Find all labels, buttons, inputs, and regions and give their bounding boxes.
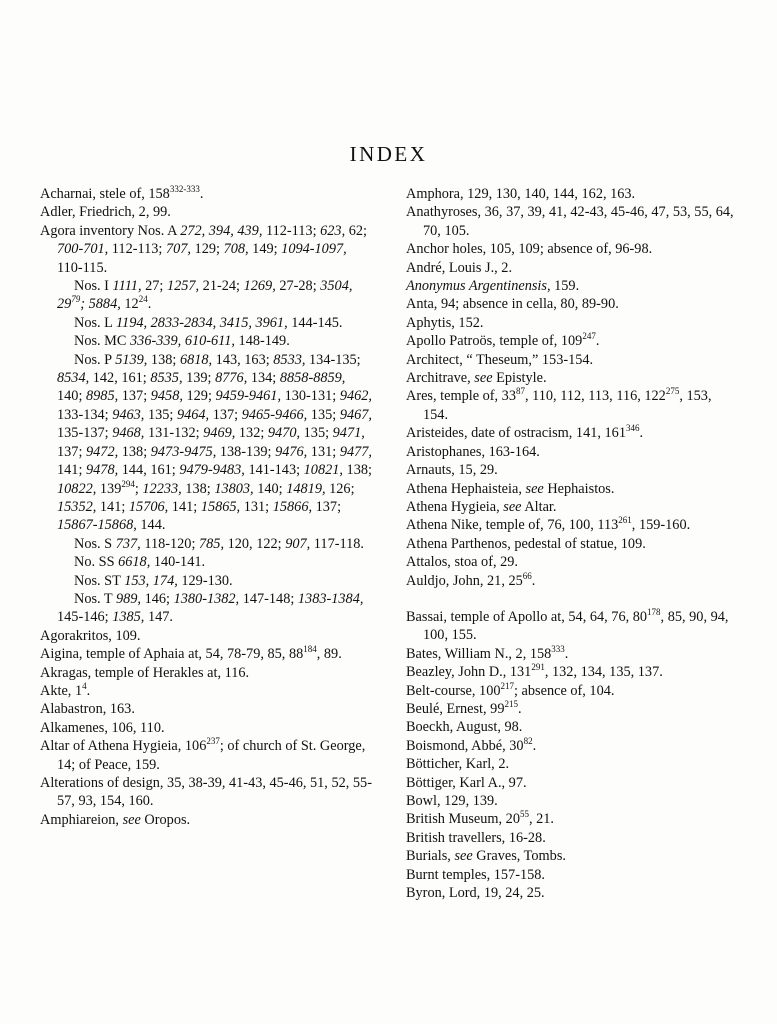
index-entry: Arnauts, 15, 29. [406, 462, 498, 479]
index-entry: Athena Hephaisteia, see Hephaistos. [406, 480, 615, 497]
index-entry: Anchor holes, 105, 109; absence of, 96-98. [406, 241, 653, 258]
index-entry: Boeckh, August, 98. [406, 719, 523, 736]
index-entry: Acharnai, stele of, 158$^{332-333}$. [40, 184, 204, 202]
index-entry: Architect, “ Theseum,” 153-154. [406, 351, 594, 368]
index-entry: Ares, temple of, $33^{87}$, 110, 112, 113, 116, $122^{275}$, 153, 154. [406, 386, 712, 423]
index-entry: Nos. T 989, 146; 1380-1382, 147-148; 1383-1384, 145-146; 1385, 147. [57, 590, 364, 626]
index-entry: British travellers, 16-28. [406, 829, 546, 846]
index-entry: Athena Nike, temple of, 76, 100, $113^{261}$, 159-160. [406, 515, 691, 534]
index-entry: Attalos, stoa of, 29. [406, 554, 518, 571]
index-entry: Agorakritos, 109. [40, 627, 141, 644]
index-entry: Boismond, Abbé, $30^{82}$. [406, 736, 537, 754]
page-title: INDEX [349, 142, 428, 166]
index-entry: Aristeides, date of ostracism, 141, $161^{346}$. [406, 423, 644, 442]
index-entry: Adler, Friedrich, 2, 99. [40, 204, 171, 221]
index-entry: Anonymus Argentinensis, 159. [406, 278, 580, 295]
index-entry: Nos. I 1111, 27; 1257, 21-24; 1269, 27-28; 3504, $29^{79}$; 5884, $12^{24}$. [57, 278, 353, 313]
index-entry: Nos. S 737, 118-120; 785, 120, 122; 907, 117-118. [74, 535, 364, 552]
index-entry: Altar of Athena Hygieia, $106^{237}$; of church of St. George, 14; of Peace, 159. [40, 736, 366, 773]
index-entry: Nos. ST 153, 174, 129-130. [74, 572, 233, 589]
index-entry: André, Louis J., 2. [406, 259, 513, 276]
index-entry: No. SS 6618, 140-141. [74, 554, 206, 571]
index-entry: Akte, $1^4$. [40, 681, 91, 699]
index-entry: Böttiger, Karl A., 97. [406, 774, 527, 791]
index-entry: Beazley, John D., $131^{291}$, 132, 134, 135, 137. [406, 662, 663, 681]
index-entry: Aristophanes, 163-164. [406, 443, 540, 460]
index-entry: Aigina, temple of Aphaia at, 54, 78-79, 85, $88^{184}$, 89. [40, 644, 342, 663]
index-entry: Nos. MC 336-339, 610-611, 148-149. [74, 333, 290, 350]
index-entry: Burials, see Graves, Tombs. [406, 848, 566, 865]
index-entry: Auldjo, John, 21, $25^{66}$. [406, 570, 536, 589]
index-entry: Athena Hygieia, see Altar. [406, 498, 557, 515]
index-entry: Architrave, see Epistyle. [406, 370, 547, 387]
index-columns [40, 185, 740, 902]
index-entry: Nos. L 1194, 2833-2834, 3415, 3961, 144-145. [74, 314, 343, 331]
index-entry: Agora inventory Nos. A 272, 394, 439, 112-113; 623, 62; 700-701, 112-113; 707, 129; 708, 149; 1094-1097, 110-115. [40, 222, 367, 276]
index-entry: Alabastron, 163. [40, 701, 135, 718]
index-entry: Anta, 94; absence in cella, 80, 89-90. [406, 296, 619, 313]
index-entry: Bötticher, Karl, 2. [406, 756, 510, 773]
index-entry: Byron, Lord, 19, 24, 25. [406, 885, 545, 902]
index-entry: Aphytis, 152. [406, 314, 484, 331]
index-entry: Belt-course, $100^{217}$; absence of, 104. [406, 680, 615, 699]
index-entry: Beulé, Ernest, $99^{215}$. [406, 699, 522, 717]
index-entry: Alkamenes, 106, 110. [40, 719, 165, 736]
index-entry: Athena Parthenos, pedestal of statue, 109. [406, 535, 646, 552]
index-entry: Bowl, 129, 139. [406, 793, 498, 809]
index-entry: Burnt temples, 157-158. [406, 866, 545, 883]
entry-gap [406, 590, 740, 608]
index-column-right [406, 185, 740, 902]
index-entry: Bassai, temple of Apollo at, 54, 64, 76, $80^{178}$, 85, 90, 94, 100, 155. [406, 607, 729, 644]
index-entry: Amphiareion, see Oropos. [40, 811, 191, 828]
index-entry: Akragas, temple of Herakles at, 116. [40, 664, 250, 681]
index-entry: Apollo Patroös, temple of, $109^{247}$. [406, 331, 600, 350]
index-entry: British Museum, $20^{55}$, 21. [406, 809, 555, 828]
index-column-left [40, 185, 374, 902]
index-entry: Nos. P 5139, 138; 6818, 143, 163; 8533, 134-135; 8534, 142, 161; 8535, 139; 8776, 134; 8858-8859, 140; 8985, 137; 9458, 129; 9459-9461, 130-131; 9462, 133-134; 9463, 135; 9464, 137; 9465-9466, 135; 9467, 135-137; 9468, 131-132; 9469, 132; 9470, 135; 9471, 137; 9472, 138; 9473-9475, 138-139; 9476, 131; 9477, 141; 9478, 144, 161; 9479-9483, 141-143; 10821, 138; 10822, $139^{294}$; 12233, 138; 13803, 140; 14819, 126; 15352, 141; 15706, 141; 15865, 131; 15866, 137; 15867-15868, 144. [57, 351, 372, 534]
index-entry: Anathyroses, 36, 37, 39, 41, 42-43, 45-46, 47, 53, 55, 64, 70, 105. [406, 204, 734, 239]
index-entry: Alterations of design, 35, 38-39, 41-43, 45-46, 51, 52, 55-57, 93, 154, 160. [40, 775, 372, 810]
index-entry: Bates, William N., 2, $158^{333}$. [406, 643, 569, 662]
index-entry: Amphora, 129, 130, 140, 144, 162, 163. [406, 186, 636, 202]
